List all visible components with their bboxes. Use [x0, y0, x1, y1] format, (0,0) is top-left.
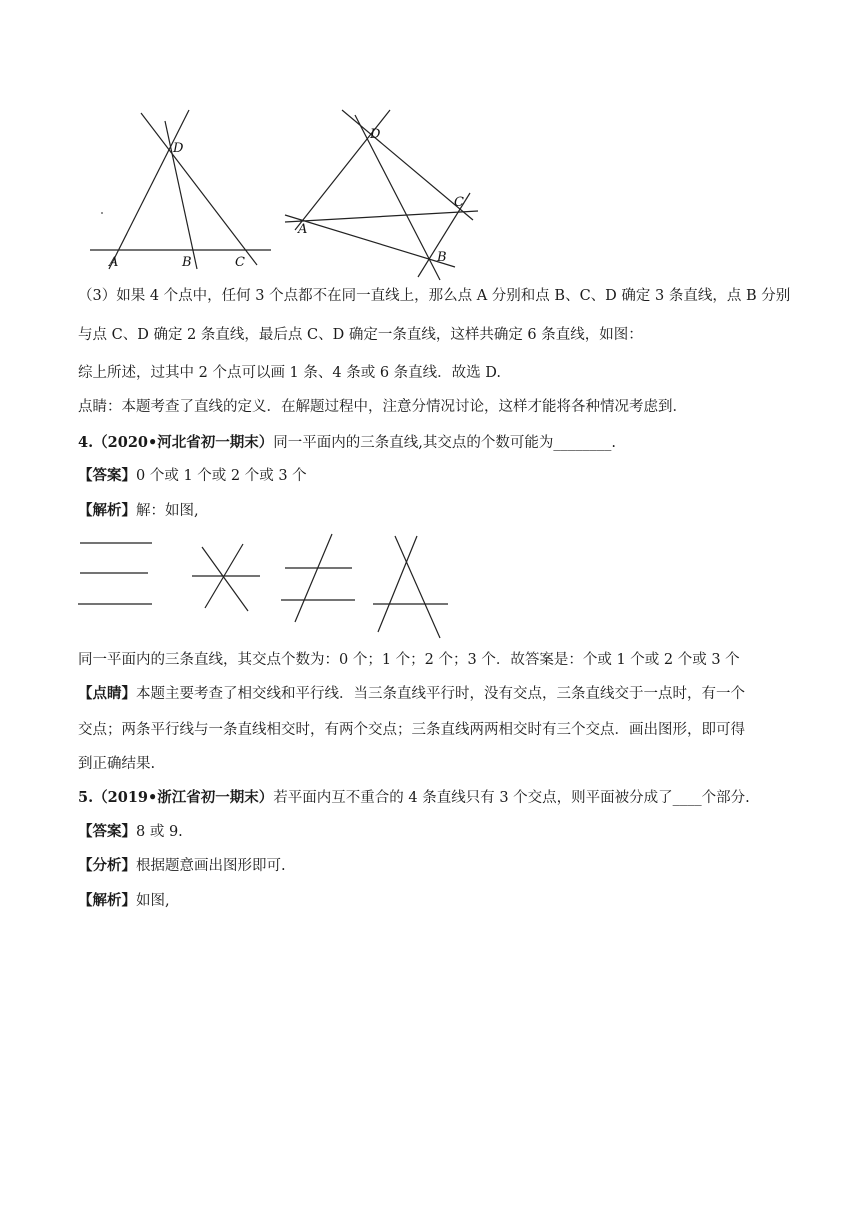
comment-text-1: 本题主要考查了相交线和平行线．当三条直线平行时，没有交点，三条直线交于一点时，有一个 [136, 686, 745, 702]
question-4 [78, 433, 798, 453]
triangle-line-2 [395, 536, 440, 638]
comment-line: 点睛：本题考查了直线的定义．在解题过程中，注意分情况讨论，这样才能将各种情况考虑到． [78, 399, 687, 415]
label-b: B [437, 250, 447, 265]
question-4-analysis [78, 501, 798, 521]
analysis-tag: 【解析】 [78, 502, 136, 519]
case3-line-1: （3）如果 4 个点中，任何 3 个点都不在同一直线上，那么点 A 分别和点 B、C、D 确定 3 条直线，点 B 分别 [78, 288, 791, 304]
label-d: D [370, 127, 381, 142]
figure-four-points-six-lines [280, 105, 480, 285]
question-4-source: （2020•河北省初一期末） [93, 434, 274, 451]
question-4-comment-3: 到正确结果. [78, 756, 156, 772]
figure-lines-through-d [85, 105, 285, 275]
transversal-line [295, 534, 332, 622]
answer-tag: 【答案】 [78, 823, 136, 840]
answer-value: 8 或 9. [136, 824, 183, 840]
label-c: C [454, 195, 464, 210]
question-5-fenxi [78, 856, 798, 876]
label-c: C [235, 255, 245, 270]
label-b: B [182, 255, 192, 270]
question-5-source: （2019•浙江省初一期末） [93, 789, 274, 806]
figure-3-svg [70, 530, 460, 640]
line-ad [109, 110, 189, 269]
line-db [355, 115, 440, 280]
label-a: A [109, 255, 119, 270]
question-4-comment-1 [78, 684, 798, 704]
stray-dot [101, 212, 103, 214]
question-4-number: 4. [78, 434, 94, 451]
case3-line-2: 与点 C、D 确定 2 条直线，最后点 C、D 确定一条直线，这样共确定 6 条直线，如图： [78, 327, 643, 343]
summary-line: 综上所述，过其中 2 个点可以画 1 条、4 条或 6 条直线．故选 D. [78, 365, 501, 381]
question-5 [78, 788, 798, 808]
figure-2-svg [280, 105, 480, 285]
question-4-answer [78, 466, 798, 486]
triangle-line-3 [378, 536, 417, 632]
comment-tag: 【点睛】 [78, 685, 136, 702]
question-4-text: 同一平面内的三条直线,其交点的个数可能为________. [273, 435, 616, 451]
question-5-answer [78, 822, 798, 842]
question-5-analysis [78, 891, 798, 911]
question-5-text: 若平面内互不重合的 4 条直线只有 3 个交点，则平面被分成了____个部分. [273, 790, 750, 806]
question-4-count: 同一平面内的三条直线，其交点个数为：0 个；1 个；2 个；3 个．故答案是：个或 1 个或 2 个或 3 个 [78, 652, 740, 668]
line-cd [141, 113, 257, 265]
line-ac [285, 211, 478, 222]
answer-tag: 【答案】 [78, 467, 136, 484]
label-d: D [173, 141, 184, 156]
question-4-comment-2: 交点；两条平行线与一条直线相交时，有两个交点；三条直线两两相交时有三个交点．画出图形，即可得 [78, 722, 745, 738]
question-5-number: 5. [78, 789, 94, 806]
figure-three-lines-cases [70, 530, 460, 640]
label-a: A [298, 222, 308, 237]
fenxi-tag: 【分析】 [78, 857, 136, 874]
analysis-tag: 【解析】 [78, 892, 136, 909]
analysis-text: 如图, [136, 893, 170, 909]
analysis-text: 解：如图, [136, 503, 199, 519]
fenxi-text: 根据题意画出图形即可. [136, 858, 286, 874]
answer-value: 0 个或 1 个或 2 个或 3 个 [136, 468, 307, 484]
figure-1-svg [85, 105, 285, 275]
